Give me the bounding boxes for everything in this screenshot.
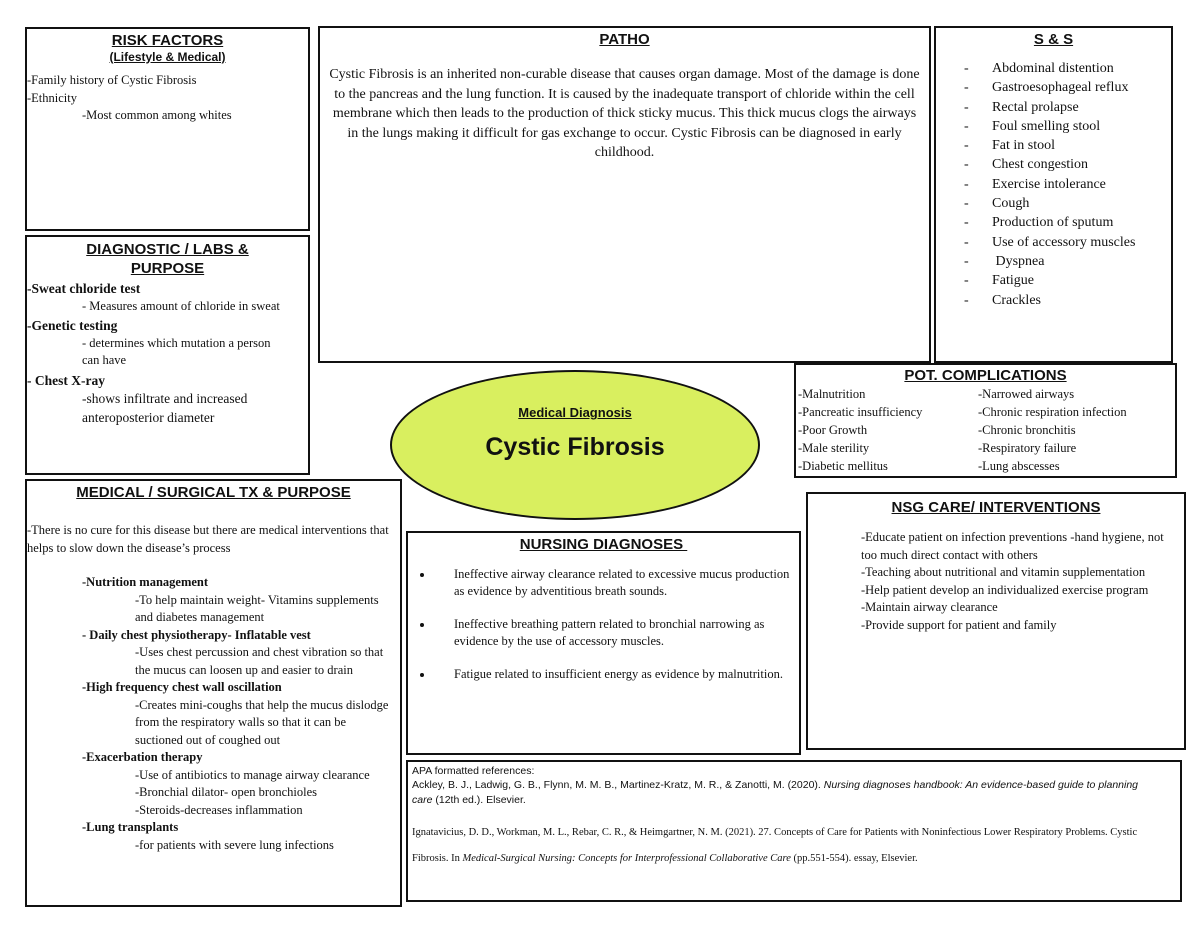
complication-item: -Narrowed airways [978, 387, 1075, 401]
list-item: • Fatigue related to insufficient energy as evidence by malnutrition. [434, 666, 799, 683]
medical-diagnosis-ellipse [390, 370, 760, 520]
nursing-diagnoses-box [406, 531, 801, 755]
list-item: - Exercise intolerance [964, 175, 1171, 194]
nursing-diagnoses-title: NURSING DIAGNOSES [519, 536, 688, 553]
list-item: • Ineffective airway clearance related to excessive mucus production as evidence by adventitious breath sounds. [434, 566, 799, 600]
treatment-name: -Exacerbation therapy [82, 750, 203, 764]
complication-item: -Lung abscesses [978, 459, 1060, 473]
diagnostic-test-desc: - Measures amount of chloride in sweat [82, 298, 280, 313]
reference-entry: Ignatavicius, D. D., Workman, M. L., Rebar, C. R., & Heimgartner, N. M. (2021). 27. Concepts of Care for Patients with Noninfectious Lower Respiratory Problems. Cystic Fibrosis. In Medical-Surgical Nursing: Concepts for Interprofessional Collaborative Care (pp.551-554). essay, Elsevier. [412, 827, 1138, 864]
diagnostic-box [25, 235, 310, 475]
complication-item: -Poor Growth [798, 423, 868, 437]
treatment-name: -Nutrition management [82, 575, 209, 589]
complication-item: -Diabetic mellitus [798, 459, 888, 473]
nursing-care-item: -Educate patient on infection preventions -hand hygiene, not too much direct contact with others [861, 530, 1164, 562]
nursing-care-item: -Maintain airway clearance [861, 600, 998, 614]
treatment-detail: -Creates mini-coughs that help the mucus dislodge from the respiratory walls so that it can be suctioned out of coughed out [135, 697, 389, 747]
diagnostic-test-name: -Sweat chloride test [27, 281, 141, 296]
list-item: - Fatigue [964, 271, 1171, 290]
complication-item: -Chronic bronchitis [978, 423, 1076, 437]
complication-item: -Male sterility [798, 441, 870, 455]
references-heading: APA formatted references: [412, 765, 535, 777]
risk-factors-subtitle: (Lifestyle & Medical) [109, 50, 226, 64]
diagnostic-test-name: -Genetic testing [27, 318, 118, 333]
list-item: - Crackles [964, 291, 1171, 310]
list-item: - Rectal prolapse [964, 98, 1171, 117]
medical-intro: -There is no cure for this disease but there are medical interventions that helps to slow down the disease’s process [27, 523, 389, 555]
signs-symptoms-box [934, 26, 1173, 363]
list-item: - Use of accessory muscles [964, 233, 1171, 252]
treatment-name: -Lung transplants [82, 820, 179, 834]
risk-line: -Family history of Cystic Fibrosis [27, 73, 197, 87]
medical-surgical-box [25, 479, 402, 907]
nursing-care-title: NSG CARE/ INTERVENTIONS [891, 499, 1101, 516]
nursing-care-box [806, 492, 1186, 750]
reference-entry: Ackley, B. J., Ladwig, G. B., Flynn, M. M. B., Martinez-Kratz, M. R., & Zanotti, M. (2020). Nursing diagnoses handbook: An evidence-based guide to planning care (12th ed.). Elsevier. [412, 779, 1139, 806]
complications-box [794, 363, 1177, 478]
treatment-detail: -Uses chest percussion and chest vibration so that the mucus can loosen up and easier to drain [135, 645, 384, 677]
medical-surgical-title: MEDICAL / SURGICAL TX & PURPOSE [76, 484, 351, 501]
list-item: - Dyspnea [964, 252, 1171, 271]
patho-title: PATHO [599, 31, 650, 48]
nursing-care-item: -Provide support for patient and family [861, 617, 1057, 632]
complication-item: -Malnutrition [798, 387, 866, 401]
treatment-name: -High frequency chest wall oscillation [82, 680, 282, 694]
treatment-detail: -Bronchial dilator- open bronchioles [135, 785, 317, 799]
risk-factors-title: RISK FACTORS [111, 32, 224, 49]
complication-item: -Chronic respiration infection [978, 405, 1127, 419]
list-item: - Gastroesophageal reflux [964, 78, 1171, 97]
diagnostic-test-name: - Chest X-ray [27, 372, 105, 388]
treatment-detail: -for patients with severe lung infections [135, 837, 334, 852]
list-item: • Ineffective breathing pattern related to bronchial narrowing as evidence by the use of accessory muscles. [434, 616, 799, 650]
diagnostic-title: DIAGNOSTIC / LABS & PURPOSE [86, 241, 249, 277]
risk-factors-box [25, 27, 310, 231]
references-box [406, 760, 1182, 902]
list-item: - Chest congestion [964, 155, 1171, 174]
diagnostic-test-desc: -shows infiltrate and increased anteroposterior diameter [82, 391, 248, 425]
medical-diagnosis-name: Cystic Fibrosis [485, 433, 665, 461]
nursing-diagnoses-list [408, 566, 799, 683]
medical-diagnosis-label: Medical Diagnosis [518, 405, 632, 420]
signs-symptoms-list [936, 59, 1171, 310]
treatment-name: - Daily chest physiotherapy- Inflatable vest [82, 627, 311, 642]
signs-symptoms-title: S & S [1033, 31, 1074, 48]
complication-item: -Pancreatic insufficiency [798, 405, 923, 419]
complications-title: POT. COMPLICATIONS [904, 367, 1067, 384]
diagnostic-test-desc: - determines which mutation a person can have [82, 335, 271, 367]
list-item: - Abdominal distention [964, 59, 1171, 78]
list-item: - Production of sputum [964, 213, 1171, 232]
risk-line: -Ethnicity [27, 90, 77, 105]
list-item: - Cough [964, 194, 1171, 213]
nursing-care-item: -Teaching about nutritional and vitamin supplementation [861, 565, 1146, 579]
risk-sub-line: -Most common among whites [82, 108, 232, 122]
complication-item: -Respiratory failure [978, 441, 1077, 455]
list-item: - Foul smelling stool [964, 117, 1171, 136]
treatment-detail: -To help maintain weight- Vitamins supplements and diabetes management [135, 592, 379, 624]
treatment-detail: -Use of antibiotics to manage airway clearance [135, 767, 370, 782]
patho-box [318, 26, 931, 363]
treatment-detail: -Steroids-decreases inflammation [135, 802, 303, 817]
list-item: - Fat in stool [964, 136, 1171, 155]
patho-text: Cystic Fibrosis is an inherited non-curable disease that causes organ damage. Most of the damage is done to the pancreas and the lung function. It is caused by the inadequate transport of chloride within the cell membrane which then leads to the production of thick sticky mucus. This thick mucus clogs the airways in the lungs making it difficult for gas exchange to occur. Cystic Fibrosis can be diagnosed in early childhood. [329, 67, 920, 160]
nursing-care-item: -Help patient develop an individualized exercise program [861, 582, 1149, 597]
